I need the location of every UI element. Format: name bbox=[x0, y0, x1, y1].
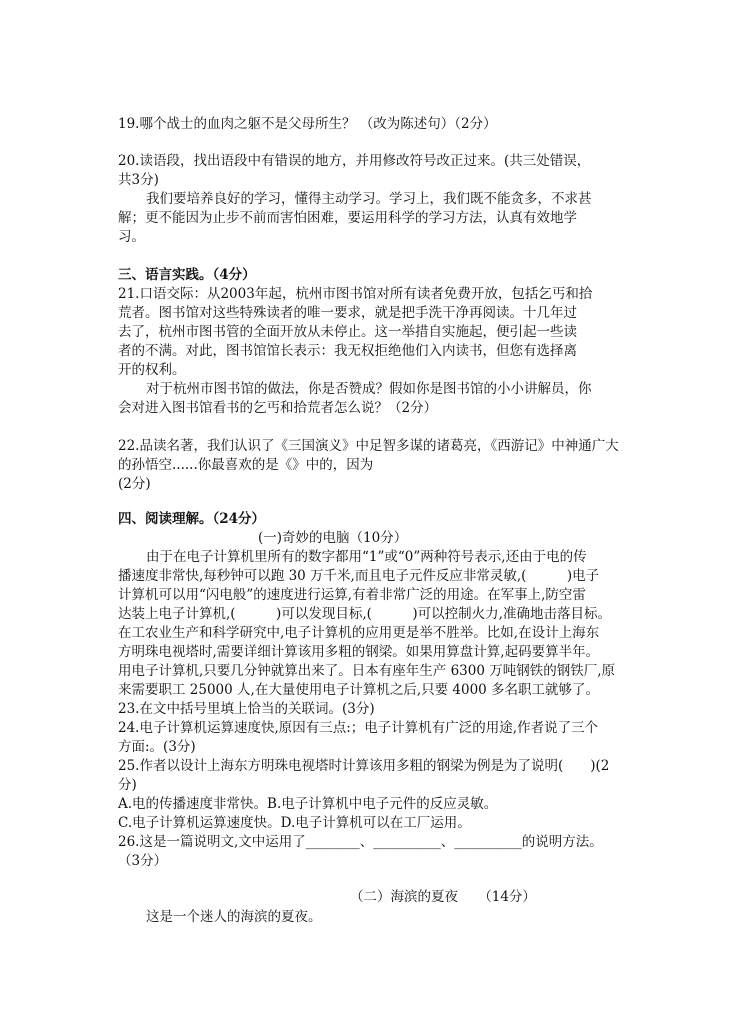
question-25-options-cd: C.电子计算机运算速度快。D.电子计算机可以在工厂运用。 bbox=[118, 815, 471, 831]
passage-2-title: （二）海滨的夏夜 （14分） bbox=[350, 889, 536, 905]
q20-paragraph-line: 我们要培养良好的学习，懂得主动学习。学习上，我们既不能贪多，不求甚 bbox=[146, 191, 592, 207]
question-20-line: 共3分) bbox=[118, 172, 159, 188]
question-23: 23.在文中括号里填上恰当的关联词。(3分) bbox=[118, 701, 375, 717]
passage-1-line: 由于在电子计算机里所有的数字都用“1”或“0”两种符号表示,还由于电的传 bbox=[146, 549, 587, 565]
q20-paragraph-line: 习。 bbox=[118, 229, 145, 245]
question-22-line: 22.品读名著，我们认识了《三国演义》中足智多谋的诸葛亮，《西游记》中神通广大 bbox=[118, 438, 619, 454]
question-21-line: 荒者。图书馆对这些特殊读者的唯一要求，就是把手洗干净再阅读。十几年过 bbox=[118, 305, 577, 321]
question-21-line: 会对进入图书馆看书的乞丐和拾荒者怎么说？（2分） bbox=[118, 400, 438, 416]
question-19: 19.哪个战士的血肉之躯不是父母所生？ （改为陈述句）（2分） bbox=[118, 116, 497, 132]
q20-paragraph-line: 解；更不能因为止步不前而害怕困难，要运用科学的学习方法，认真有效地学 bbox=[118, 210, 577, 226]
passage-1-line: 在工农业生产和科学研究中,电子计算机的应用更是举不胜举。比如,在设计上海东 bbox=[118, 625, 600, 641]
passage-1-line: 播速度非常快,每秒钟可以跑 30 万千米,而且电子元件反应非常灵敏,( )电子 bbox=[118, 568, 600, 584]
question-25-options-ab: A.电的传播速度非常快。B.电子计算机中电子元件的反应灵敏。 bbox=[118, 796, 498, 812]
question-22-line: 的孙悟空......你最喜欢的是《》中的，因为 bbox=[118, 457, 374, 473]
passage-1-line: 方明珠电视塔时,需要详细计算该用多粗的钢梁。如果用算盘计算,起码要算半年。 bbox=[118, 644, 600, 660]
passage-1-line: 达装上电子计算机,( )可以发现目标,( )可以控制火力,准确地击落目标。 bbox=[118, 606, 611, 622]
passage-2-line: 这是一个迷人的海滨的夏夜。 bbox=[146, 909, 322, 925]
passage-1-line: 来需要职工 25000 人,在大量使用电子计算机之后,只要 4000 多名职工就够了。 bbox=[118, 682, 600, 698]
question-26-line: （3分） bbox=[118, 853, 168, 869]
question-25-line: 25.作者以设计上海东方明珠电视塔时计算该用多粗的钢梁为例是为了说明( )(2 bbox=[118, 758, 610, 774]
question-21-line: 对于杭州市图书馆的做法，你是否赞成？假如你是图书馆的小小讲解员，你 bbox=[146, 381, 592, 397]
question-21-line: 开的权利。 bbox=[118, 362, 186, 378]
question-21-line: 者的不满。对此，图书馆馆长表示：我无权拒绝他们入内读书，但您有选择离 bbox=[118, 343, 577, 359]
question-25-line: 分) bbox=[118, 777, 137, 793]
section-3-heading: 三、语言实践。（4分） bbox=[118, 267, 256, 283]
question-22-line: (2分) bbox=[118, 476, 151, 492]
passage-1-line: 用电子计算机,只要几分钟就算出来了。日本有座年生产 6300 万吨钢铁的钢铁厂,原 bbox=[118, 663, 616, 679]
question-21-line: 去了，杭州市图书管的全面开放从未停止。这一举措自实施起，便引起一些读 bbox=[118, 324, 577, 340]
question-26-line: 26.这是一篇说明文,文中运用了________、__________、__________的说明方法。 bbox=[118, 834, 603, 850]
question-24-line: 方面:。(3分) bbox=[118, 739, 196, 755]
question-20-line: 20.读语段，找出语段中有错误的地方，并用修改符号改正过来。(共三处错误， bbox=[118, 153, 591, 169]
section-4-heading: 四、阅读理解。（24分） bbox=[118, 511, 266, 527]
passage-1-title: (一)奇妙的电脑（10分） bbox=[258, 530, 408, 546]
question-21-line: 21.口语交际：从2003年起，杭州市图书馆对所有读者免费开放，包括乞丐和拾 bbox=[118, 286, 593, 302]
passage-1-line: 计算机可以用“闪电般”的速度进行运算,有着非常广泛的用途。在军事上,防空雷 bbox=[118, 587, 586, 603]
question-24-line: 24.电子计算机运算速度快,原因有三点:；电子计算机有广泛的用途,作者说了三个 bbox=[118, 720, 599, 736]
